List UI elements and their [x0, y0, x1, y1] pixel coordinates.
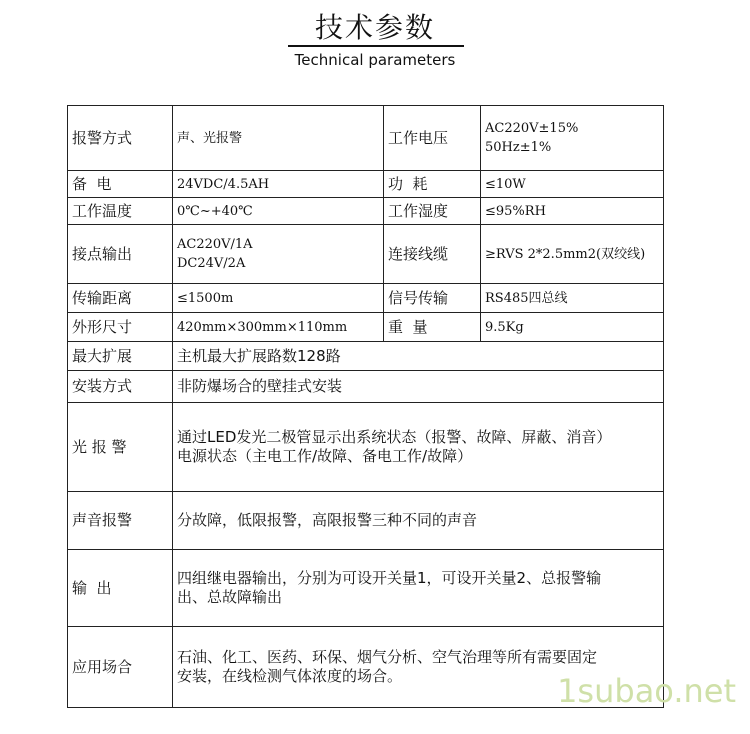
param-label: 备 电	[68, 171, 173, 198]
param-value: 420mm×300mm×110mm	[173, 313, 384, 342]
param-value-line: AC220V/1A	[177, 237, 253, 252]
param-label: 声音报警	[68, 492, 173, 550]
param-label: 最大扩展	[68, 342, 173, 371]
table-row	[68, 342, 664, 371]
param-label: 工作电压	[384, 106, 481, 171]
param-value: 非防爆场合的壁挂式安装	[173, 371, 664, 403]
table-row	[68, 492, 664, 550]
param-label: 信号传输	[384, 284, 481, 313]
table-row	[68, 371, 664, 403]
parameters-table	[67, 105, 664, 708]
param-value: ≤95%RH	[481, 198, 664, 225]
param-value-line: 安装，在线检测气体浓度的场合。	[177, 667, 403, 685]
param-value	[481, 106, 664, 171]
table-row	[68, 550, 664, 627]
param-label: 报警方式	[68, 106, 173, 171]
param-label: 传输距离	[68, 284, 173, 313]
table-row	[68, 198, 664, 225]
param-value: 0℃~+40℃	[173, 198, 384, 225]
param-label: 输 出	[68, 550, 173, 627]
param-value: 分故障，低限报警，高限报警三种不同的声音	[173, 492, 664, 550]
param-value	[173, 403, 664, 492]
param-label: 工作湿度	[384, 198, 481, 225]
site-watermark: 1subao.net	[557, 672, 736, 710]
table-row	[68, 313, 664, 342]
param-label: 应用场合	[68, 627, 173, 708]
param-value: ≥RVS 2*2.5mm2(双绞线)	[481, 225, 664, 284]
param-value-line: 通过LED发光二极管显示出系统状态（报警、故障、屏蔽、消音）	[177, 428, 612, 446]
param-value-line: 出、总故障输出	[177, 588, 283, 606]
table-row	[68, 284, 664, 313]
param-label: 光 报 警	[68, 403, 173, 492]
table-row	[68, 403, 664, 492]
param-value: RS485四总线	[481, 284, 664, 313]
page-subtitle: Technical parameters	[294, 51, 456, 69]
param-value	[173, 225, 384, 284]
param-value-line: 50Hz±1%	[485, 140, 552, 155]
param-label: 功 耗	[384, 171, 481, 198]
param-value-line: DC24V/2A	[177, 256, 246, 271]
param-label: 重 量	[384, 313, 481, 342]
param-value: 9.5Kg	[481, 313, 664, 342]
param-value: 声、光报警	[173, 106, 384, 171]
param-value	[173, 550, 664, 627]
param-label: 连接线缆	[384, 225, 481, 284]
title-underline	[288, 45, 464, 47]
param-value-line: 四组继电器输出，分别为可设开关量1，可设开关量2、总报警输	[177, 569, 602, 587]
param-value: 主机最大扩展路数128路	[173, 342, 664, 371]
param-label: 外形尺寸	[68, 313, 173, 342]
table-row	[68, 171, 664, 198]
param-label: 接点输出	[68, 225, 173, 284]
table-row	[68, 106, 664, 171]
param-value-line: AC220V±15%	[485, 121, 579, 136]
param-label: 工作温度	[68, 198, 173, 225]
table-row	[68, 225, 664, 284]
param-value-line: 石油、化工、医药、环保、烟气分析、空气治理等所有需要固定	[177, 648, 598, 666]
param-value: 24VDC/4.5AH	[173, 171, 384, 198]
param-label: 安装方式	[68, 371, 173, 403]
param-value: ≤1500m	[173, 284, 384, 313]
param-value: ≤10W	[481, 171, 664, 198]
param-value-line: 电源状态（主电工作/故障、备电工作/故障）	[177, 447, 473, 465]
page-title: 技术参数	[314, 11, 435, 44]
